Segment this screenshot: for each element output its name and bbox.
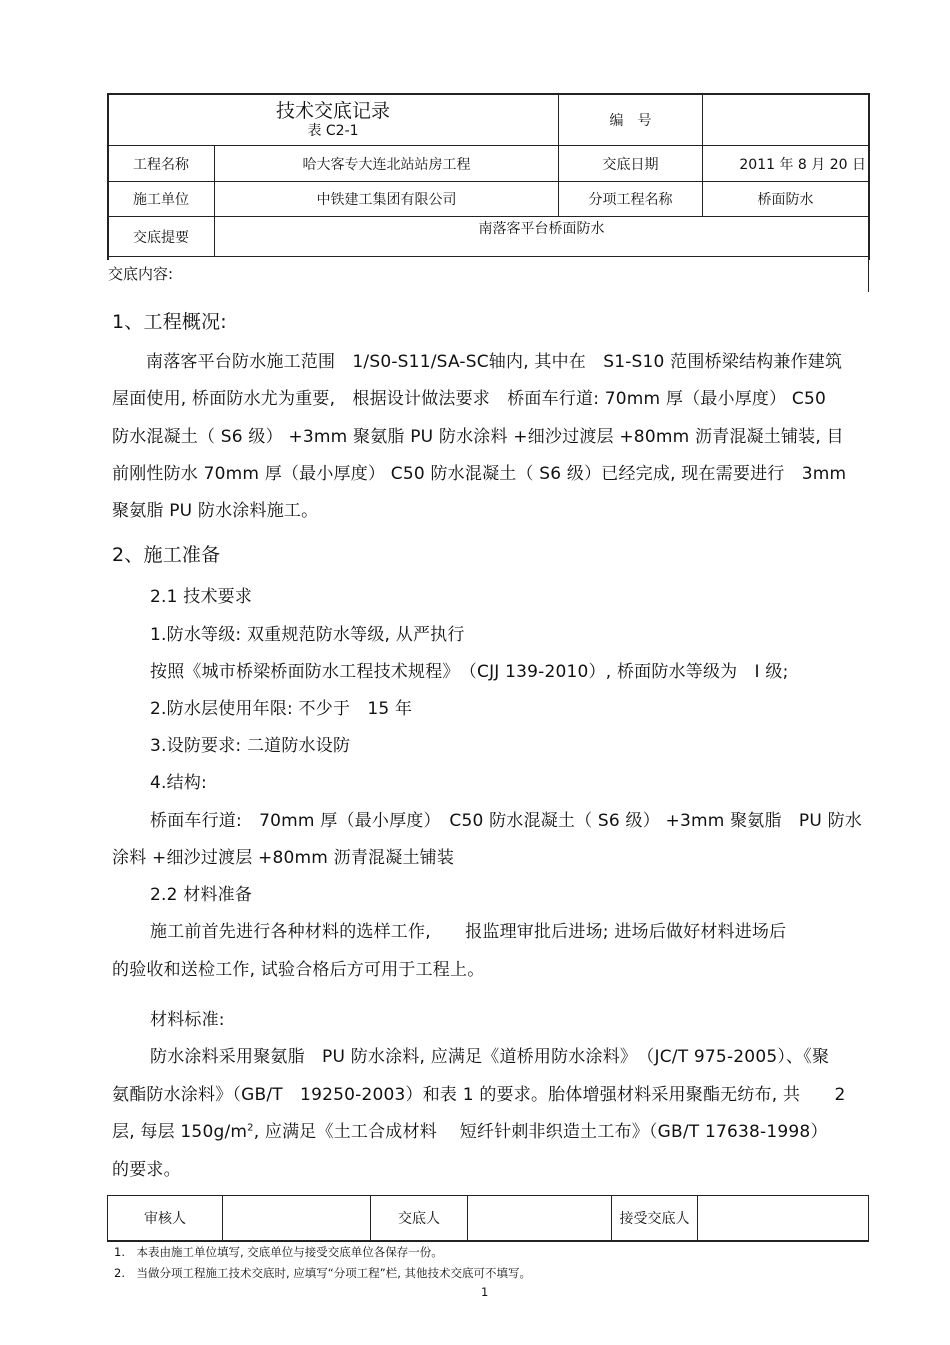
- date-value: 2011 年 8 月 20 日: [739, 156, 866, 173]
- s2-2-line-1: 施工前首先进行各种材料的选样工作, 报监理审批后进场; 进场后做好材料进场后: [150, 922, 787, 942]
- unit-value: 中铁建工集团有限公司: [316, 192, 457, 208]
- s1-line-2: 屋面使用, 桥面防水尤为重要, 根据设计做法要求 桥面车行道: 70mm 厚（最小厚度） C50: [112, 389, 827, 409]
- content-label: 交底内容:: [108, 265, 174, 283]
- standards-line-2: 氨酯防水涂料》（GB/T 19250-2003）和表 1 的要求。胎体增强材料采用聚酯无纺布, 共 2: [112, 1085, 846, 1105]
- summary-value: 南落客平台桥面防水: [478, 221, 605, 237]
- page-number: 1: [481, 1285, 489, 1299]
- reviewer-value: [223, 1196, 370, 1240]
- project-name-value: 哈大客专大连北站站房工程: [302, 156, 471, 173]
- s2-1-item-c: 2.防水层使用年限: 不少于 15 年: [150, 699, 413, 719]
- s2-2-heading: 2.2 材料准备: [150, 885, 253, 905]
- s1-line-4: 前刚性防水 70mm 厚（最小厚度） C50 防水混凝土（ S6 级）已经完成, 现在需要进行 3mm: [112, 464, 847, 484]
- s1-line-5: 聚氨脂 PU 防水涂料施工。: [112, 501, 319, 521]
- sub-project-label: 分项工程名称: [588, 192, 673, 208]
- standards-line-3b: , 应满足《土工合成材料 短纤针刺非织造土工布》（GB/T 17638-1998）: [253, 1122, 828, 1142]
- s2-1-item-a: 1.防水等级: 双重规范防水等级, 从严执行: [150, 625, 465, 645]
- row-divider-4: [107, 256, 869, 257]
- footnote-2: 2. 当做分项工程施工技术交底时, 应填写“分项工程”栏, 其他技术交底可不填写。: [114, 1266, 532, 1280]
- s2-1-item-e: 4.结构:: [150, 773, 207, 793]
- document-title: 技术交底记录: [275, 99, 390, 122]
- number-label: 编 号: [609, 112, 652, 129]
- date-label: 交底日期: [602, 156, 659, 173]
- s1-line-3: 防水混凝土（ S6 级） +3mm 聚氨脂 PU 防水涂料 +细沙过渡层 +80mm 沥青混凝土铺装, 目: [112, 427, 844, 447]
- presenter-value: [468, 1196, 611, 1240]
- sign-right-border: [868, 1195, 869, 1241]
- section-2-title: 2、施工准备: [112, 544, 221, 566]
- summary-label: 交底提要: [133, 229, 189, 246]
- s1-line-1: 南落客平台防水施工范围 1/S0-S11/SA-SC轴内, 其中在 S1-S10 范围桥梁结构兼作建筑: [146, 352, 843, 372]
- section-1-title: 1、工程概况:: [112, 311, 227, 333]
- standards-line-3: [112, 1117, 828, 1142]
- standards-line-3a: 层, 每层 150g/m: [112, 1122, 248, 1142]
- receiver-value: [698, 1196, 868, 1240]
- receiver-label: 接受交底人: [619, 1211, 690, 1227]
- footnote-1: 1. 本表由施工单位填写, 交底单位与接受交底单位各保存一份。: [114, 1245, 443, 1259]
- reviewer-label: 审核人: [144, 1211, 186, 1227]
- row-divider-3: [107, 216, 869, 217]
- content-right-border: [868, 217, 869, 292]
- number-value: [703, 94, 868, 145]
- standards-label: 材料标准:: [150, 1010, 225, 1030]
- s2-1-item-f1: 桥面车行道: 70mm 厚（最小厚度） C50 防水混凝土（ S6 级） +3mm 聚氨脂 PU 防水: [150, 811, 862, 831]
- sub-project-value: 桥面防水: [757, 192, 814, 208]
- s2-1-item-d: 3.设防要求: 二道防水设防: [150, 736, 351, 756]
- s2-1-item-f2: 涂料 +细沙过渡层 +80mm 沥青混凝土铺装: [112, 848, 455, 868]
- form-number: 表 C2-1: [307, 123, 359, 139]
- s2-1-item-b: 按照《城市桥梁桥面防水工程技术规程》 （CJJ 139-2010）, 桥面防水等级为 I 级;: [150, 662, 789, 682]
- presenter-label: 交底人: [398, 1211, 440, 1227]
- project-name-label: 工程名称: [133, 156, 189, 173]
- standards-line-1: 防水涂料采用聚氨脂 PU 防水涂料, 应满足《道桥用防水涂料》 （JC/T 975-2005）、《聚: [150, 1047, 830, 1067]
- s2-1-heading: 2.1 技术要求: [150, 587, 253, 607]
- unit-label: 施工单位: [133, 192, 189, 208]
- unit-superscript: 2: [247, 1122, 254, 1134]
- standards-line-4: 的要求。: [112, 1160, 181, 1180]
- s2-2-line-2: 的验收和送检工作, 试验合格后方可用于工程上。: [112, 960, 485, 980]
